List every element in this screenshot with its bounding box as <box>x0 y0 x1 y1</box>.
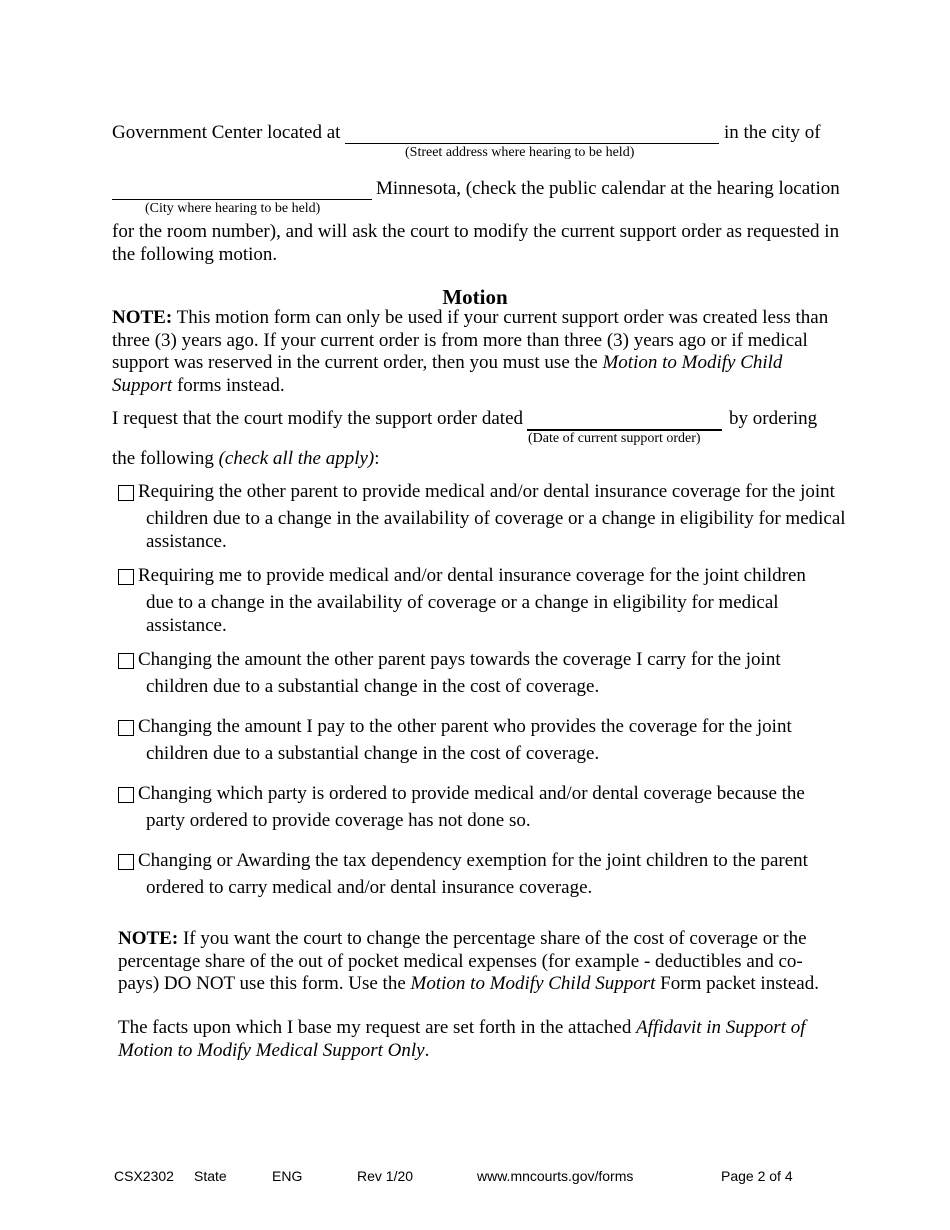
note-paragraph: NOTE: This motion form can only be used if your current support order was created less than three (3) years ago. If your current order is from more than three (3) years ago or if medical support was reserved in the current order, then you must use the Motion to Modify Child Support forms instead. <box>112 307 829 396</box>
order-date-caption: (Date of current support order) <box>528 431 701 446</box>
city-field[interactable] <box>112 199 372 200</box>
option-2-text-line3: assistance. <box>146 615 227 636</box>
note2-label: NOTE: <box>118 928 179 949</box>
option-1-text-line2: children due to a change in the availability of coverage or a change in eligibility for medical <box>146 508 846 529</box>
footer-state: State <box>194 1168 227 1184</box>
note-label: NOTE: <box>112 307 173 328</box>
continuation-text: for the room number), and will ask the court to modify the current support order as requested in the following motion. <box>112 221 840 265</box>
option-5-checkbox[interactable] <box>118 787 134 803</box>
option-2-checkbox[interactable] <box>118 569 134 585</box>
option-2-text-line2: due to a change in the availability of coverage or a change in eligibility for medical <box>146 592 779 613</box>
option-4-text: Changing the amount I pay to the other parent who provides the coverage for the joint <box>138 716 792 737</box>
footer-rev: Rev 1/20 <box>357 1168 414 1184</box>
option-3-text-line2: children due to a substantial change in the cost of coverage. <box>146 676 600 697</box>
note2-paragraph: NOTE: If you want the court to change the percentage share of the cost of coverage or the percentage share of the out of pocket medical expenses (for example - deductibles and co-pays) DO NOT use this form. Use the Motion to Modify Child Support Form packet instead. <box>118 928 819 994</box>
facts-paragraph: The facts upon which I base my request are set forth in the attached Affidavit in Support of Motion to Modify Medical Support Only. <box>118 1017 806 1061</box>
option-1-text-line3: assistance. <box>146 531 227 552</box>
minnesota-text: Minnesota, (check the public calendar at the hearing location <box>376 178 840 199</box>
by-ordering-text: by ordering <box>729 408 818 429</box>
street-address-caption: (Street address where hearing to be held) <box>405 145 635 160</box>
following-text: the following (check all the apply): <box>112 448 380 469</box>
option-1-checkbox[interactable] <box>118 485 134 501</box>
street-address-field[interactable] <box>345 143 719 144</box>
facts-italic-title: Affidavit in Support of Motion to Modify Medical Support Only <box>118 1017 806 1061</box>
footer-url[interactable]: www.mncourts.gov/forms <box>477 1168 634 1184</box>
footer-lang: ENG <box>272 1168 303 1184</box>
option-4-text-line2: children due to a substantial change in the cost of coverage. <box>146 743 600 764</box>
option-5-text: Changing which party is ordered to provide medical and/or dental coverage because the <box>138 783 805 804</box>
option-6-checkbox[interactable] <box>118 854 134 870</box>
option-6-text-line2: ordered to carry medical and/or dental insurance coverage. <box>146 877 593 898</box>
motion-title: Motion <box>442 285 508 309</box>
option-3-checkbox[interactable] <box>118 653 134 669</box>
option-5-text-line2: party ordered to provide coverage has not done so. <box>146 810 531 831</box>
gov-center-label: Government Center located at <box>112 122 341 143</box>
option-3-text: Changing the amount the other parent pays towards the coverage I carry for the joint <box>138 649 781 670</box>
option-1-text: Requiring the other parent to provide medical and/or dental insurance coverage for the joint <box>138 481 835 502</box>
city-caption: (City where hearing to be held) <box>145 201 321 216</box>
note2-italic-title: Motion to Modify Child Support <box>410 973 656 994</box>
option-2-text: Requiring me to provide medical and/or dental insurance coverage for the joint children <box>138 565 806 586</box>
option-4-checkbox[interactable] <box>118 720 134 736</box>
footer-form-code: CSX2302 <box>114 1168 174 1184</box>
note-italic-title: Motion to Modify Child Support <box>112 352 783 396</box>
in-city-of-label: in the city of <box>724 122 821 143</box>
footer-page-number: Page 2 of 4 <box>721 1168 793 1184</box>
option-6-text: Changing or Awarding the tax dependency exemption for the joint children to the parent <box>138 850 808 871</box>
request-text: I request that the court modify the support order dated <box>112 408 524 429</box>
